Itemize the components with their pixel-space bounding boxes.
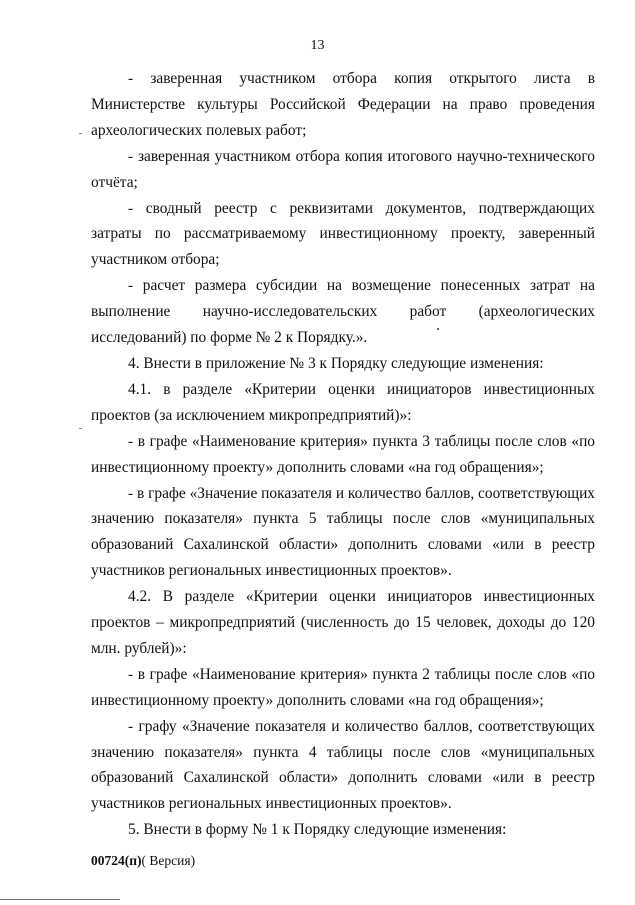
paragraph-summary-register: - сводный реестр с реквизитами документов, подтверждающих затраты по рассматриваемому инвестиционному проекту, заверенный участником отбора; (91, 199, 595, 269)
bottom-scan-rule (0, 899, 120, 900)
paragraph-item-4-1: 4.1. в разделе «Критерии оценки инициаторов инвестиционных проектов (за исключением микропредприятий)»: (91, 380, 595, 424)
footer-version: ( Версия) (141, 853, 196, 868)
page-number: 13 (310, 38, 325, 53)
document-footer (91, 852, 195, 870)
paragraph-item-5: 5. Внести в форму № 1 к Порядку следующие изменения: (128, 821, 507, 839)
paragraph-open-sheet-copy: - заверенная участником отбора копия открытого листа в Министерстве культуры Российской Федерации на право проведения археологических полевых работ; (91, 70, 595, 139)
scan-speck (437, 328, 439, 330)
document-body (91, 66, 595, 843)
paragraph-item-4: 4. Внести в приложение № 3 к Порядку следующие изменения: (128, 354, 544, 372)
paragraph-subsidy-calculation: - расчет размера субсидии на возмещение понесенных затрат на выполнение научно-исследовательских работ (археологических исследований) по форме № 2 к Порядку.». (91, 277, 595, 347)
paragraph-item-4-2: 4.2. В разделе «Критерии оценки инициаторов инвестиционных проектов – микропредприятий (численность до 15 человек, доходы до 120 млн. рублей)»: (91, 588, 595, 657)
margin-scan-mark (79, 133, 82, 134)
paragraph-indicator-value-p5: - в графе «Значение показателя и количество баллов, соответствующих значению показателя» пункта 5 таблицы после слов «муниципальных образований Сахалинской области» дополнить словами «или в реестр участников региональных инвестиционных проектов». (91, 484, 596, 580)
paragraph-final-report-copy: - заверенная участником отбора копия итогового научно-технического отчёта; (91, 147, 595, 191)
footer-document-code: 00724(п) (91, 853, 142, 868)
paragraph-indicator-value-p4: - графу «Значение показателя и количество баллов, соответствующих значению показателя» пункта 4 таблицы после слов «муниципальных образований Сахалинской области» дополнить словами «или в реестр участников региональных инвестиционных проектов». (91, 717, 595, 813)
paragraph-criterion-name-p3: - в графе «Наименование критерия» пункта 3 таблицы после слов «по инвестиционному проекту» дополнить словами «на год обращения»; (91, 432, 595, 476)
paragraph-criterion-name-p2: - в графе «Наименование критерия» пункта 2 таблицы после слов «по инвестиционному проекту» дополнить словами «на год обращения»; (91, 665, 595, 709)
margin-scan-mark (79, 428, 82, 429)
